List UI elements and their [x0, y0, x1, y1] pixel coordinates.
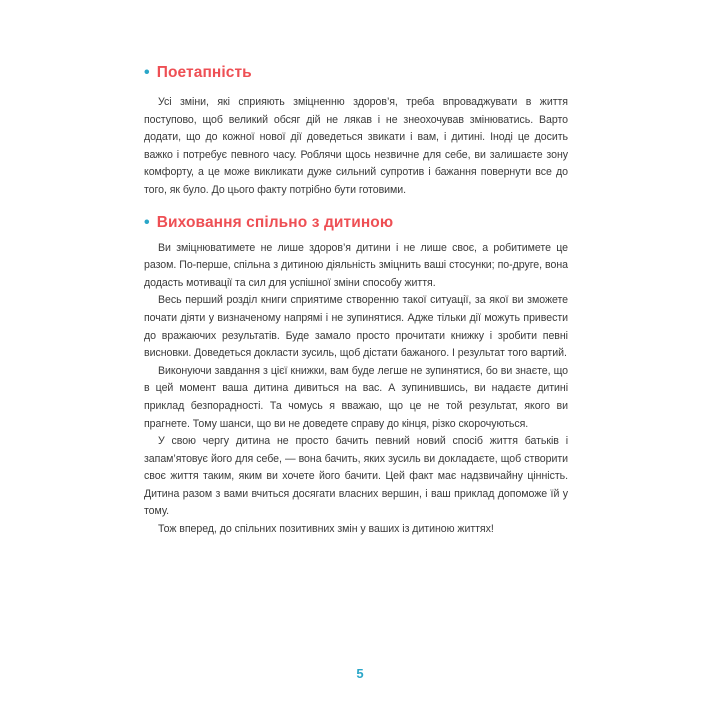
section-gradualness	[144, 64, 568, 200]
paragraph: Ви зміцнюватимете не лише здоров’я дитини і не лише своє, а робитимете це разом. По-перше, спільна з дитиною діяльність зміцнить ваші стосунки; по-друге, вона додасть мотивації та сил для успішної зміни способу життя.	[144, 241, 568, 289]
paragraph: Тож вперед, до спільних позитивних змін у ваших із дитиною життях!	[158, 523, 494, 536]
section-heading	[144, 214, 568, 232]
section-heading-text: Поетапність	[156, 64, 252, 81]
bullet-icon: •	[144, 213, 150, 231]
paragraph: Виконуючи завдання з цієї книжки, вам буде легше не зупинятися, бо ви знаєте, що в цей момент ваша дитина дивиться на вас. А зупинившись, ви надаєте дитині приклад безпорадності. Та чомусь я вважаю, що це не той результат, якого ви прагнете. Тому шанси, що ви не доведете справу до кінця, різко скорочуються.	[144, 364, 568, 430]
page-number: 5	[356, 666, 364, 681]
paragraph: У свою чергу дитина не просто бачить певний новий спосіб життя батьків і запам’ятовує його для себе, — вона бачить, яких зусиль ви докладаєте, щоб створити своє життя таким, яким ви хочете його бачити. Цей факт має надзвичайну цінність. Дитина разом з вами вчиться досягати власних вершин, і ваш приклад допоможе їй у тому.	[144, 435, 568, 518]
paragraph: Весь перший розділ книги сприятиме створенню такої ситуації, за якої ви зможете почати діяти у визначеному напрямі і не зупинятися. Адже тільки дії можуть привести до вражаючих результатів. Буде замало просто прочитати книжку і зробити певні висновки. Доведеться докласти зусиль, щоб дістати бажаного. І результат того вартий.	[144, 294, 568, 360]
bullet-icon: •	[144, 64, 150, 81]
section-heading-text: Виховання спільно з дитиною	[156, 213, 394, 231]
section-heading	[144, 64, 568, 82]
page-content	[144, 64, 568, 539]
paragraph: Усі зміни, які сприяють зміцненню здоров’я, треба впроваджувати в життя поступово, щоб великий обсяг дій не лякав і не знеохочував змінюватись. Варто додати, що до кожної нової дії доведеться звикати і вам, і дитині. Іноді це досить важко і потребує певного часу. Роблячи щось незвичне для себе, ви залишаєте зону комфорту, а це може викликати дуже сильний супротив і бажання повернути все до того, як було. До цього факту потрібно бути готовими.	[144, 96, 568, 196]
section-joint-upbringing	[144, 214, 568, 539]
